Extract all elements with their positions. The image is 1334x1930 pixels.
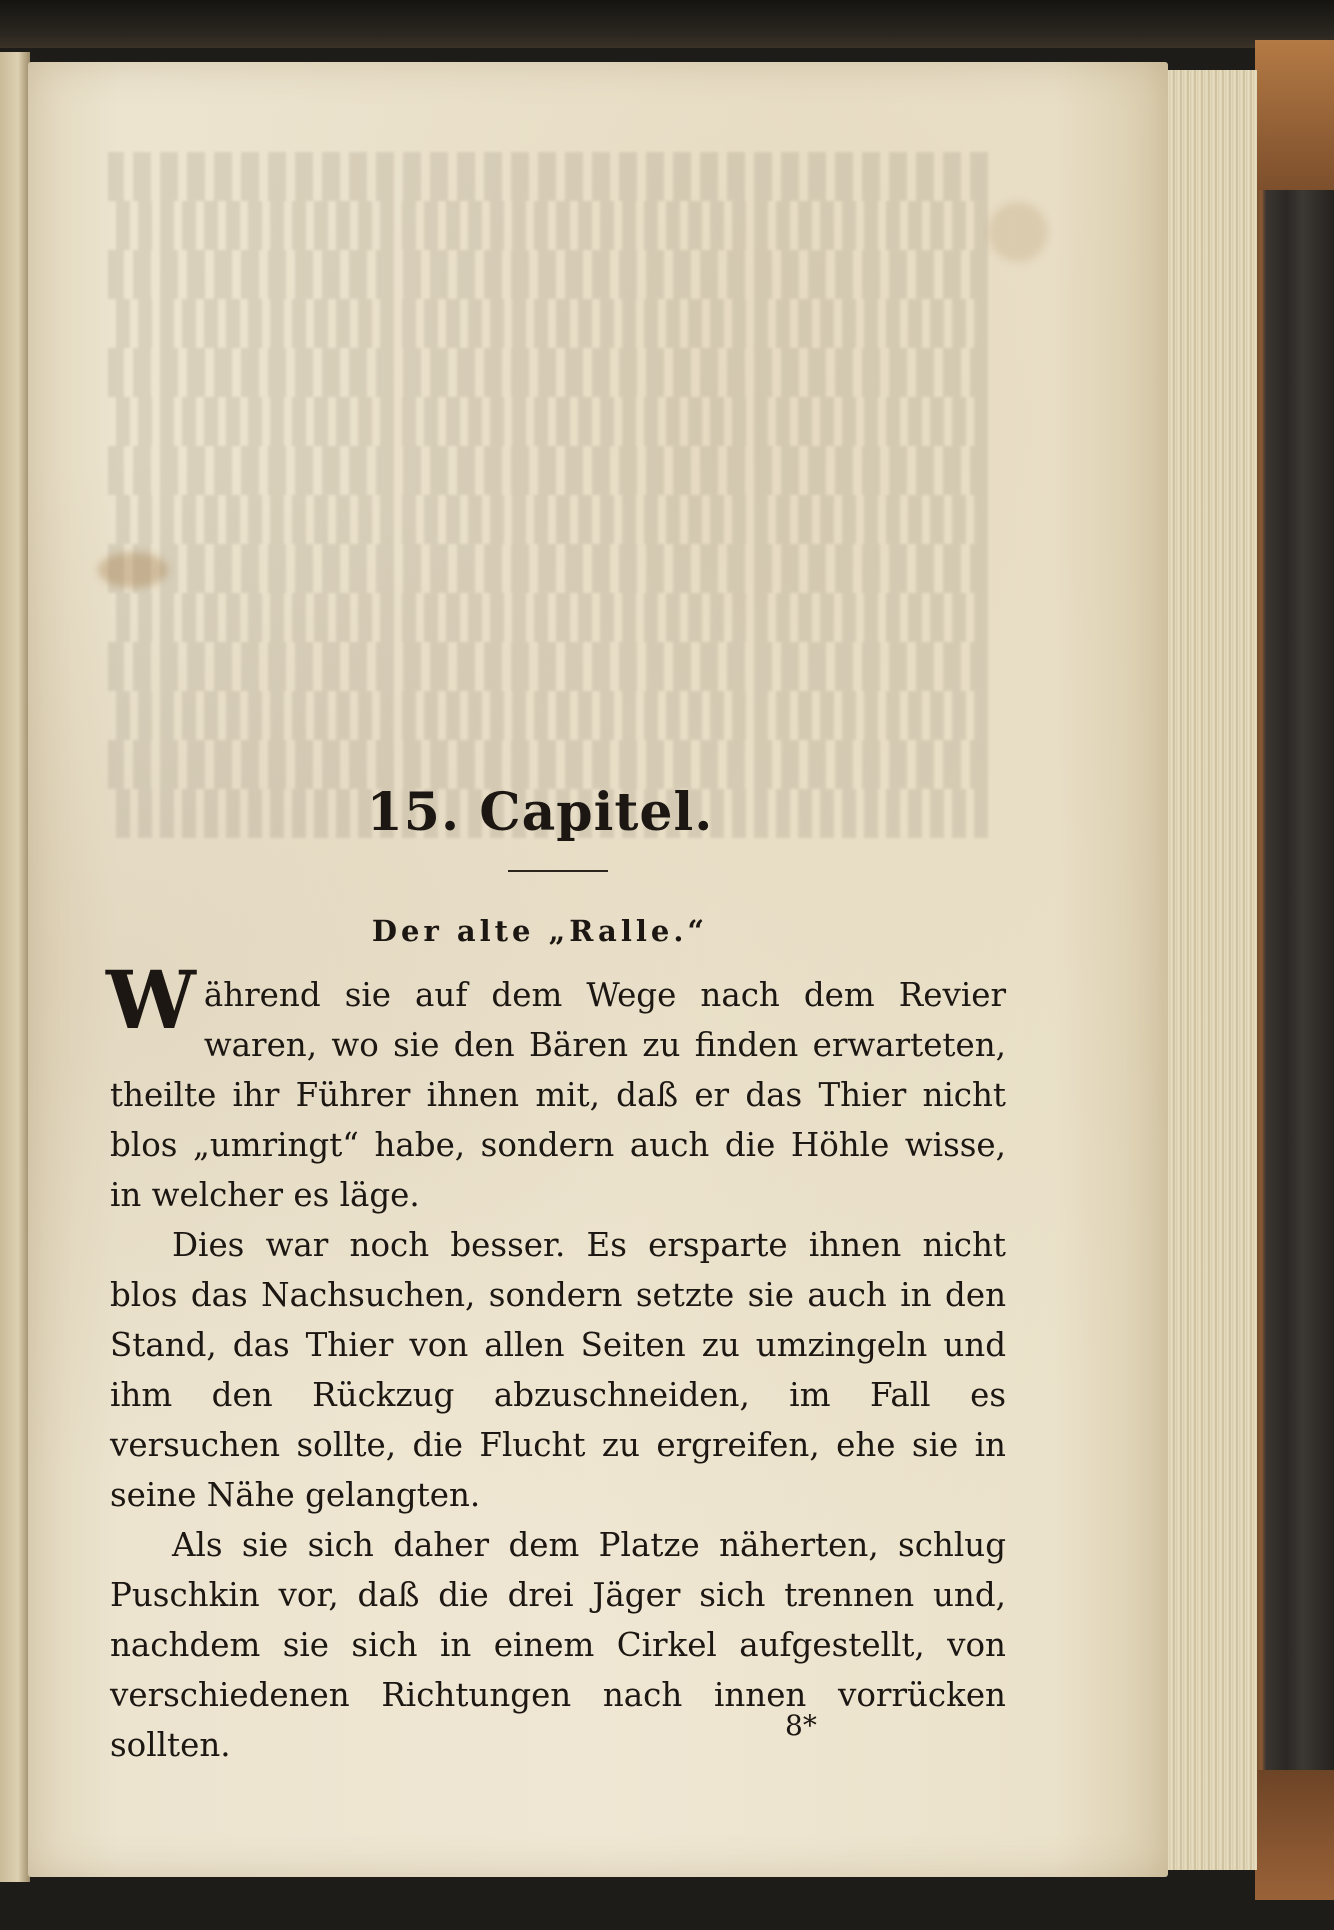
paragraph-1: [106, 953, 1006, 1220]
left-page-edge: [0, 52, 30, 1882]
page-content: [80, 62, 1006, 1877]
stacked-page-edges: [1160, 70, 1257, 1870]
drop-capital: W: [106, 953, 196, 1047]
book-page: [28, 62, 1168, 1877]
signature-mark: 8*: [785, 1709, 817, 1742]
chapter-subtitle: Der alte „Ralle.“: [371, 914, 709, 948]
chapter-body: [106, 953, 1006, 1770]
paragraph-3: Als sie sich daher dem Platze näherten, schlug Puschkin vor, daß die drei Jäger sich trennen und, nachdem sie sich in einem Cirkel aufgestellt, von verschiedenen Richtungen nach innen vorrücken sollten.: [110, 1526, 1006, 1764]
paragraph-2: Dies war noch besser. Es ersparte ihnen nicht blos das Nachsuchen, sondern setzte sie auch in den Stand, das Thier von allen Seiten zu umzingeln und ihm den Rückzug abzuschneiden, im Fall es versuchen sollte, die Flucht zu ergreifen, ehe sie in seine Nähe gelangten.: [110, 1226, 1006, 1514]
title-divider: [508, 870, 608, 872]
paragraph-1-text: ährend sie auf dem Wege nach dem Revier waren, wo sie den Bären zu finden erwarteten, theilte ihr Führer ihnen mit, daß er das Thier nicht blos „umringt“ habe, sondern auch die Höhle wisse, in welcher es läge.: [110, 976, 1006, 1214]
book-cover-top-edge: [0, 0, 1334, 48]
chapter-title: 15. Capitel.: [366, 782, 714, 843]
book-spine-edge: [1255, 40, 1334, 1900]
